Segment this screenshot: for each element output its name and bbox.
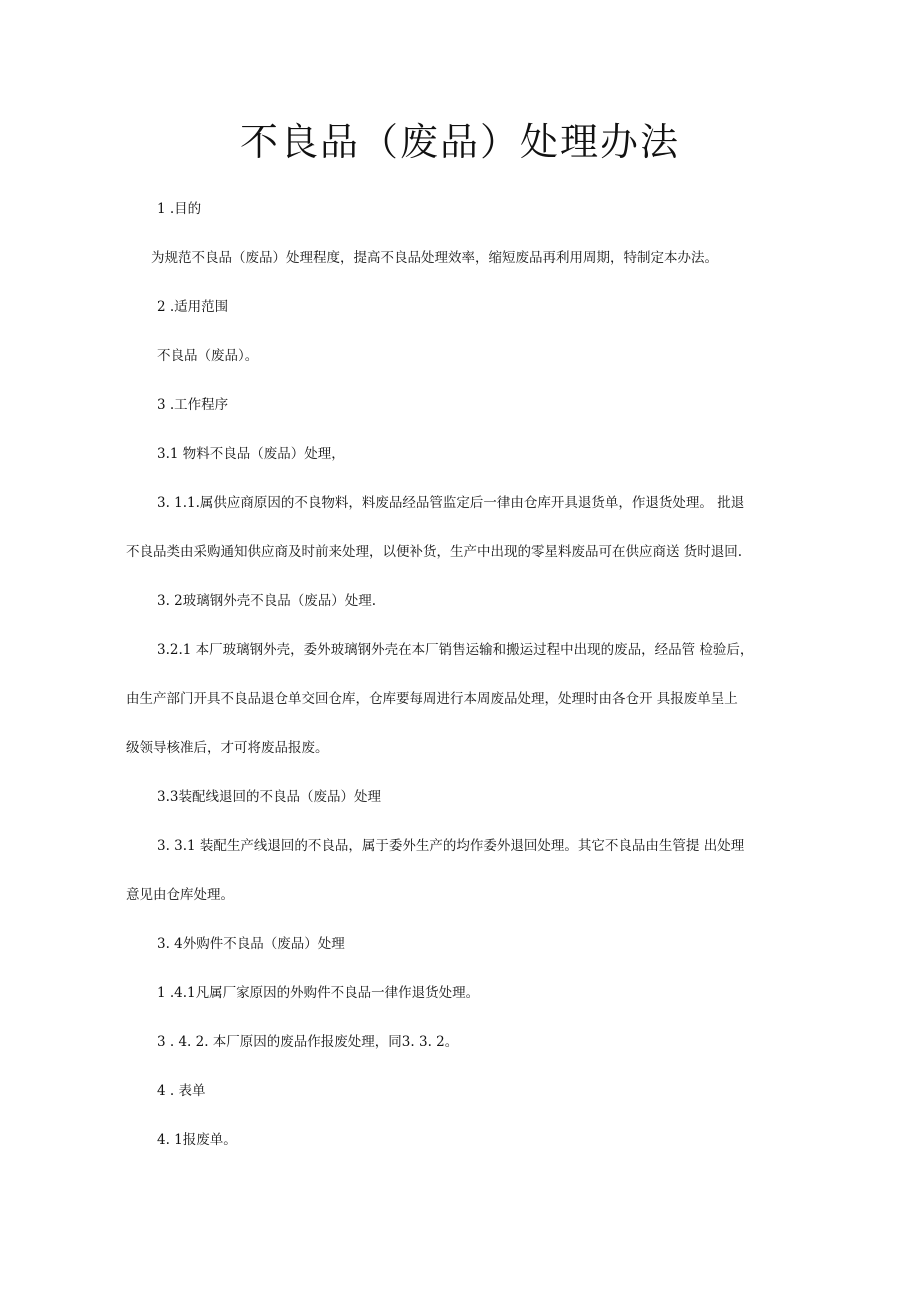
heading-forms: 4 . 表单	[157, 1083, 206, 1099]
heading-procedure: 3 .工作程序	[157, 397, 229, 413]
heading-purpose: 1 .目的	[157, 201, 202, 217]
section-3-4-1: 1 .4.1凡属厂家原因的外购件不良品一律作退货处理。	[157, 985, 480, 1001]
heading-scope: 2 .适用范围	[157, 299, 229, 315]
section-3-2-1-line-3: 级领导核准后，才可将废品报废。	[126, 740, 329, 756]
purpose-text: 为规范不良品（废品）处理程度，提高不良品处理效率，缩短废品再利用周期，特制定本办法。	[151, 250, 718, 266]
document-title: 不良品（废品）处理办法	[239, 120, 680, 164]
section-3-3-1-line-1: 3. 3.1 装配生产线退回的不良品，属于委外生产的均作委外退回处理。其它不良品由生管提 出处理	[157, 838, 745, 854]
section-4-1: 4. 1报废单。	[157, 1132, 237, 1148]
section-3-1-heading: 3.1 物料不良品（废品）处理，	[157, 446, 345, 462]
section-3-2-1-line-1: 3.2.1 本厂玻璃钢外壳，委外玻璃钢外壳在本厂销售运输和搬运过程中出现的废品，经品管 检验后，	[157, 642, 754, 658]
section-3-2-1-line-2: 由生产部门开具不良品退仓单交回仓库，仓库要每周进行本周废品处理，处理时由各仓开 具报废单呈上	[126, 691, 738, 707]
section-3-4-2: 3 . 4. 2. 本厂原因的废品作报废处理，同3. 3. 2。	[157, 1034, 459, 1050]
scope-text: 不良品（废品）。	[157, 348, 259, 364]
section-3-4-heading: 3. 4外购件不良品（废品）处理	[157, 936, 345, 952]
section-3-1-1-line-2: 不良品类由采购通知供应商及时前来处理，以便补货，生产中出现的零星料废品可在供应商送 货时退回.	[126, 544, 743, 560]
section-3-3-1-line-2: 意见由仓库处理。	[126, 887, 234, 903]
section-3-1-1-line-1: 3. 1.1.属供应商原因的不良物料，料废品经品管监定后一律由仓库开具退货单，作退货处理。 批退	[157, 495, 745, 511]
section-3-3-heading: 3.3装配线退回的不良品（废品）处理	[157, 789, 381, 805]
section-3-2-heading: 3. 2玻璃钢外壳不良品（废品）处理.	[157, 593, 377, 609]
